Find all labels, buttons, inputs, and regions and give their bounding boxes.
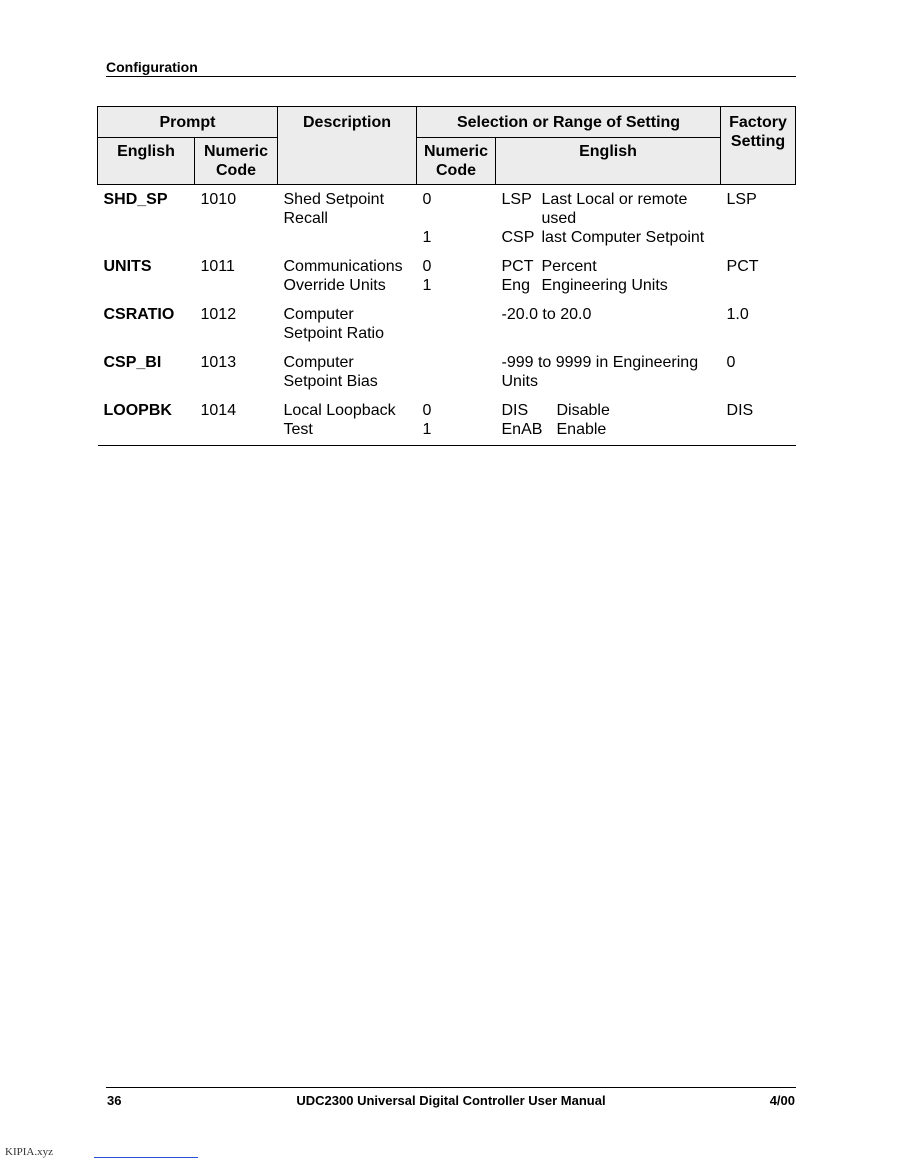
footer-title: UDC2300 Universal Digital Controller User Manual [296,1093,606,1108]
page-number: 36 [107,1093,122,1108]
watermark-text: KIPIA.xyz [5,1146,53,1158]
option-abbr: LSP [501,191,532,208]
option-text: Disable [556,402,610,419]
prompt-english: LOOPBK [98,391,195,446]
option-text: Percent [541,258,597,275]
option-text: last Computer Setpoint [541,229,705,246]
selection-numeric-codes [417,247,496,295]
option-abbr: PCT [501,258,534,275]
table-row [98,343,796,391]
prompt-english: CSP_BI [103,354,162,371]
description: Communications Override Units [283,258,403,294]
header-selection: Selection or Range of Setting [417,107,721,138]
prompt-numeric-code: 1010 [200,191,237,208]
selection-range: -999 to 9999 in Engineering Units [501,354,699,390]
option [502,401,719,420]
factory-setting: 0 [726,354,736,371]
option-abbr: EnAB [501,421,543,438]
prompt-numeric-code: 1013 [200,354,237,371]
option [502,228,719,247]
header-prompt: Prompt [98,107,278,138]
option-abbr: DIS [501,402,529,419]
selection-numeric-codes [417,343,496,391]
selection-numeric-codes [417,391,496,446]
configuration-table [97,106,796,446]
option [502,190,719,228]
selection-numeric-codes [417,185,496,248]
header-selection-numeric-code: Numeric Code [417,138,496,185]
option-number: 1 [422,421,432,438]
header-rule [106,76,796,77]
description: Local Loopback Test [278,391,417,446]
header-factory-setting: Factory Setting [721,107,796,185]
option-number: 0 [422,258,432,275]
option-number: 0 [422,191,432,208]
footer-rule [106,1087,796,1088]
option-number: 1 [422,277,432,294]
option-abbr: Eng [501,277,530,294]
table-row [98,185,796,248]
prompt-numeric-code: 1014 [195,391,278,446]
factory-setting: DIS [721,391,796,446]
table-row [98,247,796,295]
factory-setting: 1.0 [726,306,749,323]
option-number: 0 [422,402,432,419]
selection-english [496,185,721,248]
selection-english [496,247,721,295]
option-abbr: CSP [501,229,535,246]
table-row [98,391,796,446]
table-row [98,295,796,343]
option-text: Enable [556,421,607,438]
prompt-english: SHD_SP [103,191,168,208]
option [502,257,719,276]
description: Shed Setpoint Recall [283,191,385,227]
factory-setting: PCT [726,258,759,275]
prompt-numeric-code: 1012 [200,306,237,323]
header-selection-english: English [496,138,721,185]
factory-setting: LSP [726,191,757,208]
prompt-english: CSRATIO [103,306,175,323]
section-title: Configuration [106,59,198,75]
prompt-numeric-code: 1011 [200,258,235,275]
option-text: Last Local or remote used [541,191,688,227]
selection-range: -20.0 to 20.0 [501,306,592,323]
header-english: English [98,138,195,185]
option-text: Engineering Units [541,277,668,294]
selection-english [496,391,721,446]
description: Computer Setpoint Ratio [283,306,385,342]
header-description: Description [278,107,417,185]
option-number: 1 [422,229,432,246]
selection-numeric-codes [417,295,496,343]
watermark-link-underline[interactable] [94,1157,198,1158]
option [502,420,719,439]
header-numeric-code: Numeric Code [195,138,278,185]
description: Computer Setpoint Bias [283,354,378,390]
option [502,276,719,295]
footer-date: 4/00 [769,1093,795,1108]
prompt-english: UNITS [103,258,152,275]
